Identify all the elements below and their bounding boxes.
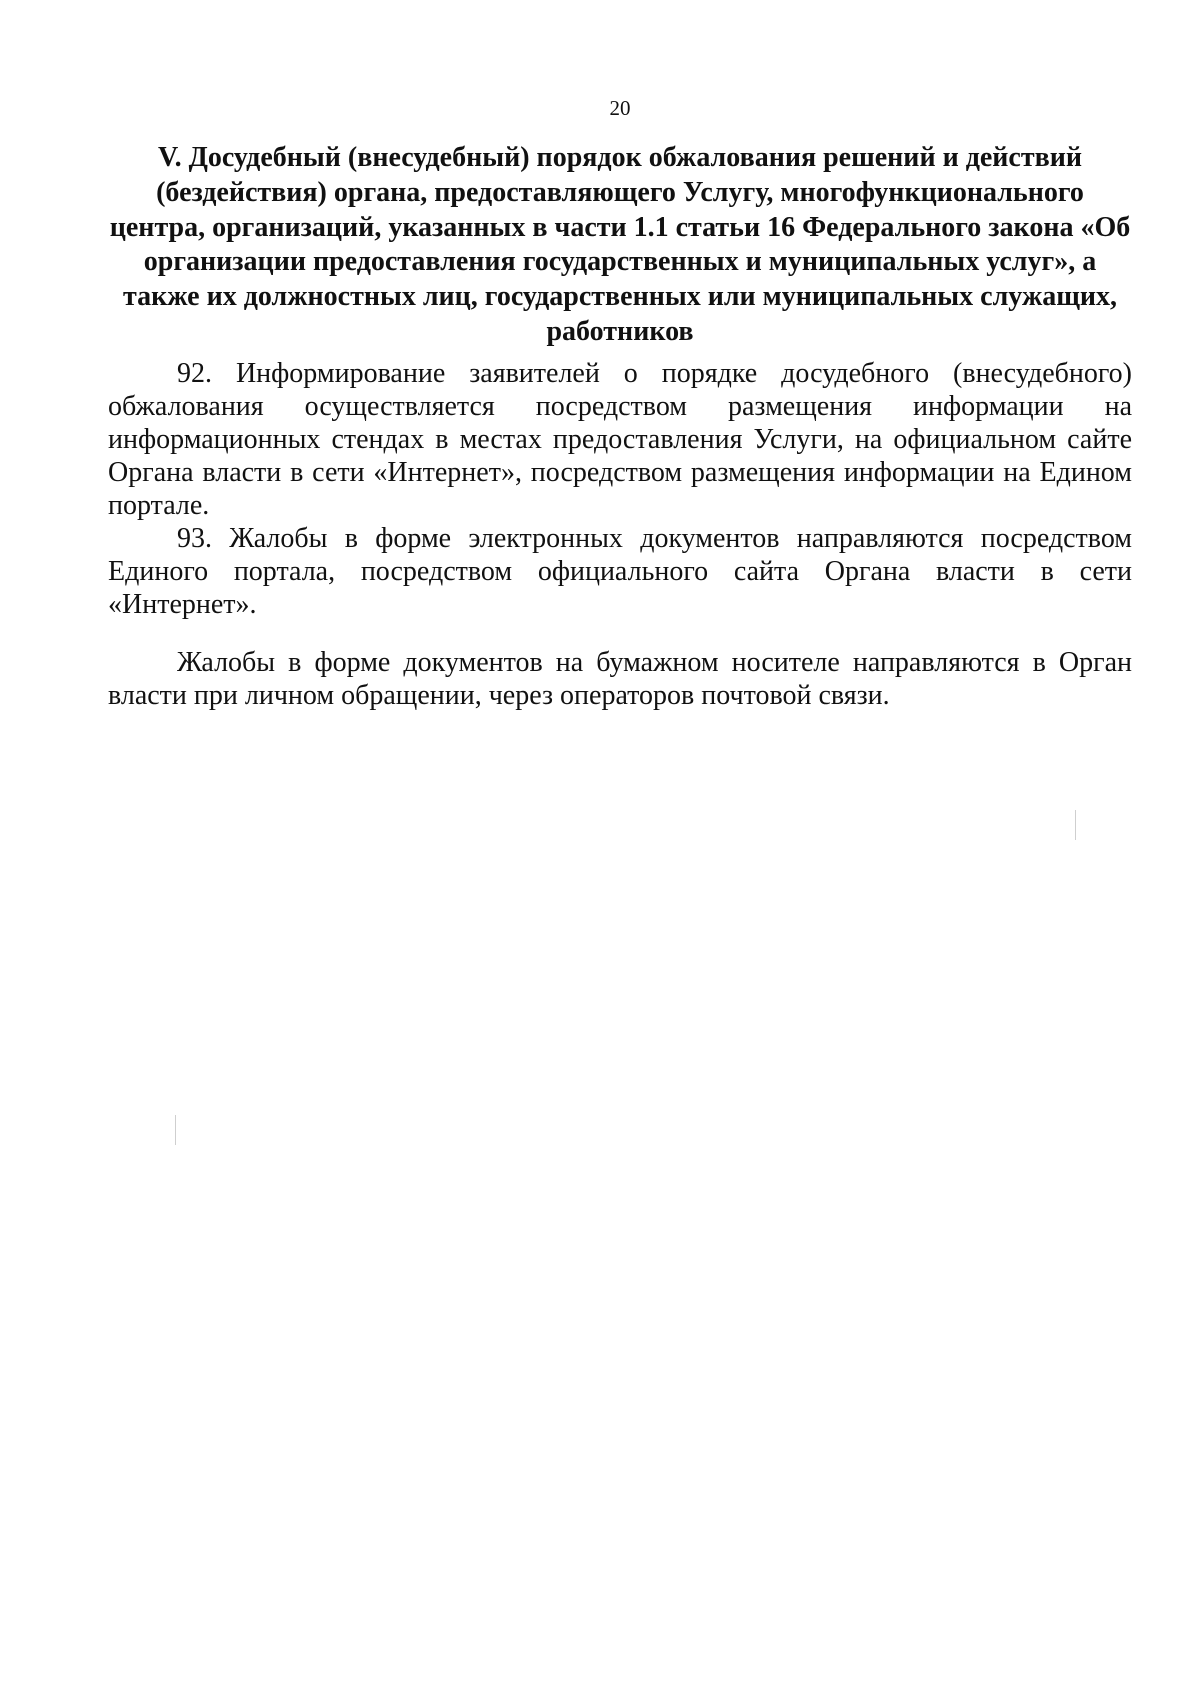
section-title: V. Досудебный (внесудебный) порядок обжалования решений и действий (бездействия) органа, предоставляющего Услугу, многофункционального центра, организаций, указанных в части 1.1 статьи 16 Федерального закона «Об организации предоставления государственных и муниципальных услуг», а также их должностных лиц, государственных или муниципальных служащих, работников bbox=[109, 142, 1131, 347]
paragraph-93: 93. Жалобы в форме электронных документов направляются посредством Единого портала, посредством официального сайта Органа власти в сети «Интернет». bbox=[108, 523, 1132, 620]
scan-speck bbox=[1075, 810, 1076, 840]
paragraph-92: 92. Информирование заявителей о порядке досудебного (внесудебного) обжалования осуществляется посредством размещения информации на информационных стендах в местах предоставления Услуги, на официальном сайте Органа власти в сети «Интернет», посредством размещения информации на Едином портале. bbox=[108, 358, 1132, 521]
scan-speck bbox=[175, 1115, 176, 1145]
paragraph-complaints-paper: Жалобы в форме документов на бумажном носителе направляются в Орган власти при личном обращении, через операторов почтовой связи. bbox=[108, 647, 1132, 711]
page-number: 20 bbox=[609, 96, 631, 120]
document-body bbox=[108, 357, 1132, 712]
